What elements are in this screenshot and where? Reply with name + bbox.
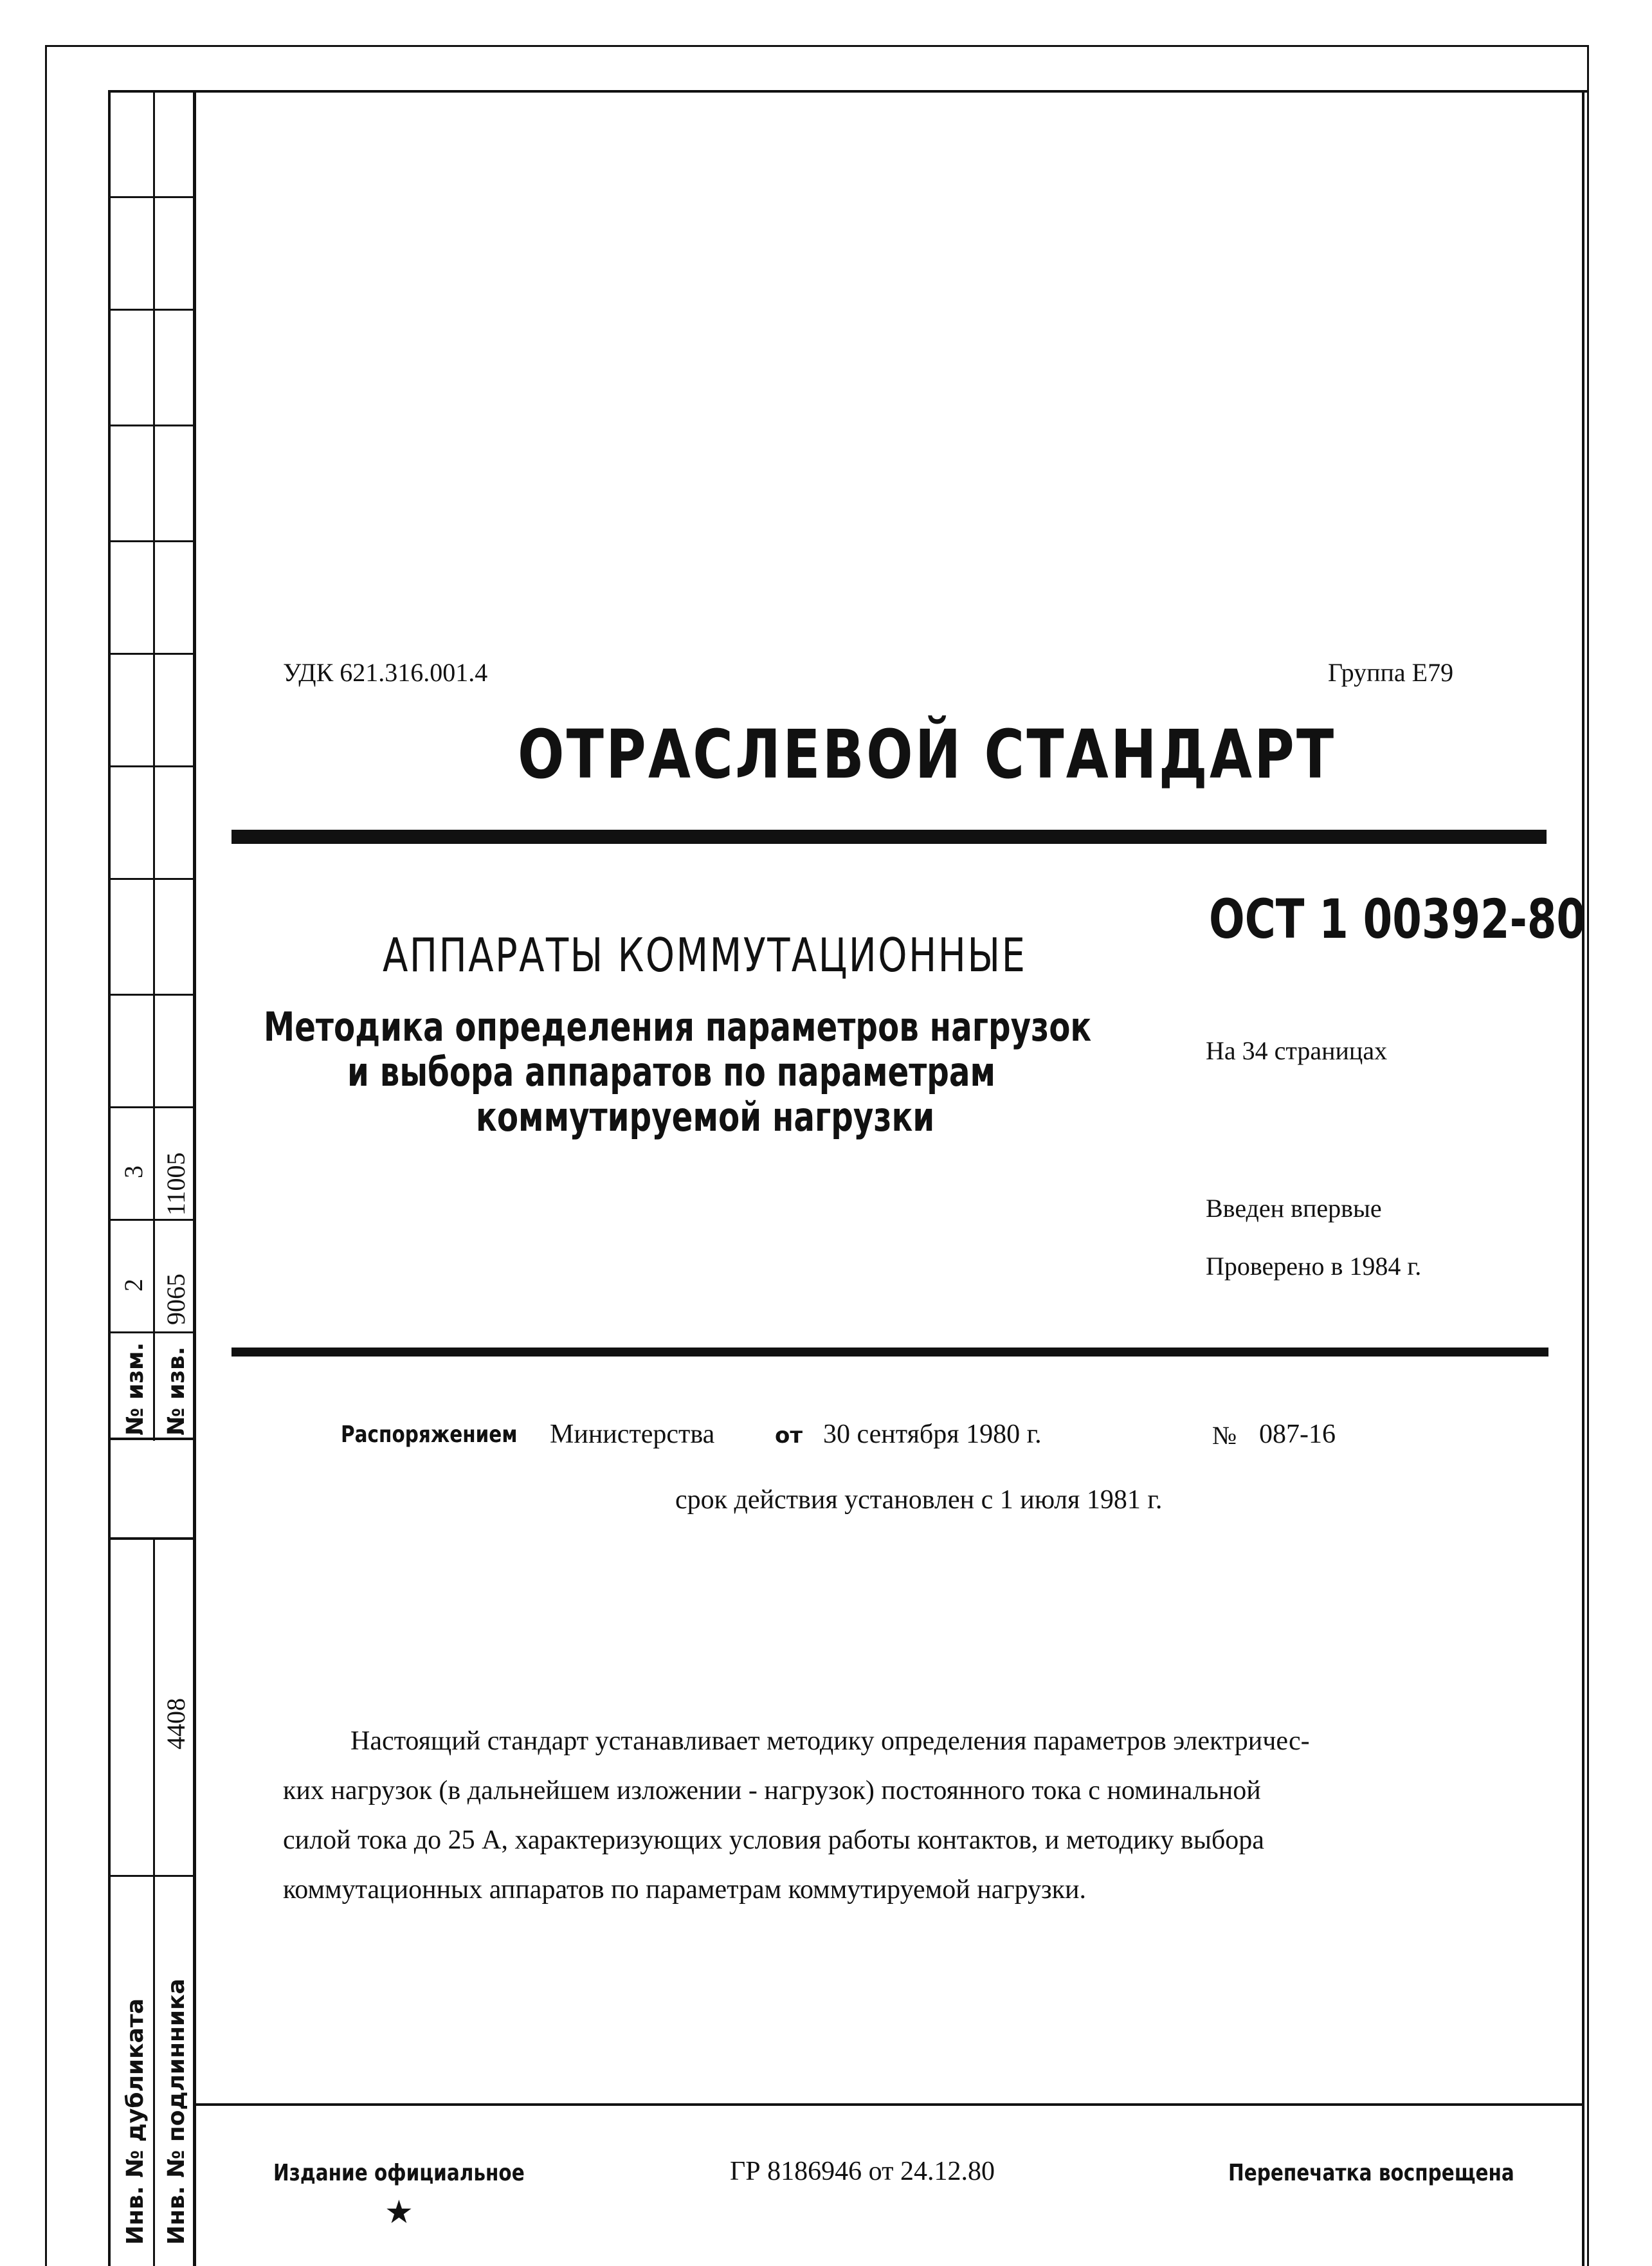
order-ministry: Министерства <box>550 1420 715 1449</box>
margin-row-line <box>108 196 195 198</box>
margin-row-line <box>108 1875 195 1877</box>
document-subtitle-2: и выбора аппаратов по параметрам <box>347 1048 996 1095</box>
reprint-prohibited: Перепечатка воспрещена <box>1228 2160 1514 2186</box>
notice-number-2: 11005 <box>161 1152 190 1216</box>
body-line-1: Настоящий стандарт устанавливает методику определения параметров электричес- <box>350 1726 1310 1756</box>
checked-note: Проверено в 1984 г. <box>1206 1252 1422 1281</box>
udk-text: УДК 621.316.001.4 <box>283 658 488 687</box>
margin-row-line <box>108 1537 195 1540</box>
margin-row-line <box>108 1106 195 1108</box>
change-number-label: № изм. <box>122 1342 149 1436</box>
outer-frame-top <box>45 45 1587 47</box>
order-from: от <box>775 1423 803 1448</box>
outer-frame-left <box>45 45 47 2266</box>
footer-rule <box>196 2103 1582 2106</box>
official-edition: Издание официальное <box>273 2160 525 2186</box>
margin-column-right <box>193 90 196 2266</box>
order-label: Распоряжением <box>341 1421 518 1448</box>
margin-row-line <box>108 540 195 542</box>
document-code: ОСТ 1 00392-80 <box>1209 888 1586 951</box>
margin-row-line <box>108 1331 195 1333</box>
margin-row-line <box>108 765 195 767</box>
notice-number-1: 9065 <box>161 1274 190 1325</box>
page-count: На 34 страницах <box>1206 1036 1388 1065</box>
introduced-note: Введен впервые <box>1206 1194 1382 1223</box>
inner-frame-left <box>108 90 111 2266</box>
thick-rule-top <box>231 830 1547 844</box>
group-code: Группа Е79 <box>1328 658 1454 687</box>
change-number-2: 3 <box>119 1165 148 1178</box>
margin-gap <box>111 1441 193 1537</box>
document-subtitle-1: Методика определения параметров нагрузок <box>264 1003 1092 1050</box>
document-subtitle-3: коммутируемой нагрузки <box>476 1093 935 1140</box>
original-label: Инв. № подлинника <box>163 1978 190 2245</box>
margin-row-line <box>108 878 195 880</box>
udk-code <box>283 657 487 688</box>
duplicate-label: Инв. № дубликата <box>122 1998 149 2245</box>
margin-row-line <box>108 653 195 655</box>
margin-row-line <box>108 309 195 311</box>
body-line-3: силой тока до 25 А, характеризующих условия работы контактов, и методику выбора <box>283 1825 1264 1855</box>
inner-frame-top <box>108 90 1587 93</box>
validity-note: срок действия установлен с 1 июля 1981 г. <box>675 1485 1163 1515</box>
margin-row-line <box>108 425 195 426</box>
star-icon: ★ <box>385 2193 413 2231</box>
margin-row-line <box>108 1219 195 1221</box>
body-line-2: ких нагрузок (в дальнейшем изложении - нагрузок) постоянного тока с номинальной <box>283 1776 1261 1805</box>
order-date: 30 сентября 1980 г. <box>823 1420 1042 1449</box>
change-number-1: 2 <box>119 1279 148 1292</box>
order-number: 087-16 <box>1259 1420 1336 1449</box>
margin-row-line <box>108 1438 195 1440</box>
order-number-label: № <box>1212 1421 1237 1450</box>
registration-number: ГР 8186946 от 24.12.80 <box>730 2157 995 2186</box>
document-name: АППАРАТЫ КОММУТАЦИОННЫЕ <box>383 928 1027 982</box>
margin-row-line <box>108 994 195 996</box>
body-line-4: коммутационных аппаратов по параметрам коммутируемой нагрузки. <box>283 1875 1086 1905</box>
outer-frame-right <box>1587 45 1589 2266</box>
inner-frame-right <box>1582 90 1584 2266</box>
thick-rule-bottom <box>231 1348 1548 1357</box>
original-value: 4408 <box>161 1698 190 1750</box>
margin-column-divider <box>153 90 155 2266</box>
page-title: ОТРАСЛЕВОЙ СТАНДАРТ <box>518 715 1336 794</box>
notice-number-label: № изв. <box>163 1346 190 1436</box>
